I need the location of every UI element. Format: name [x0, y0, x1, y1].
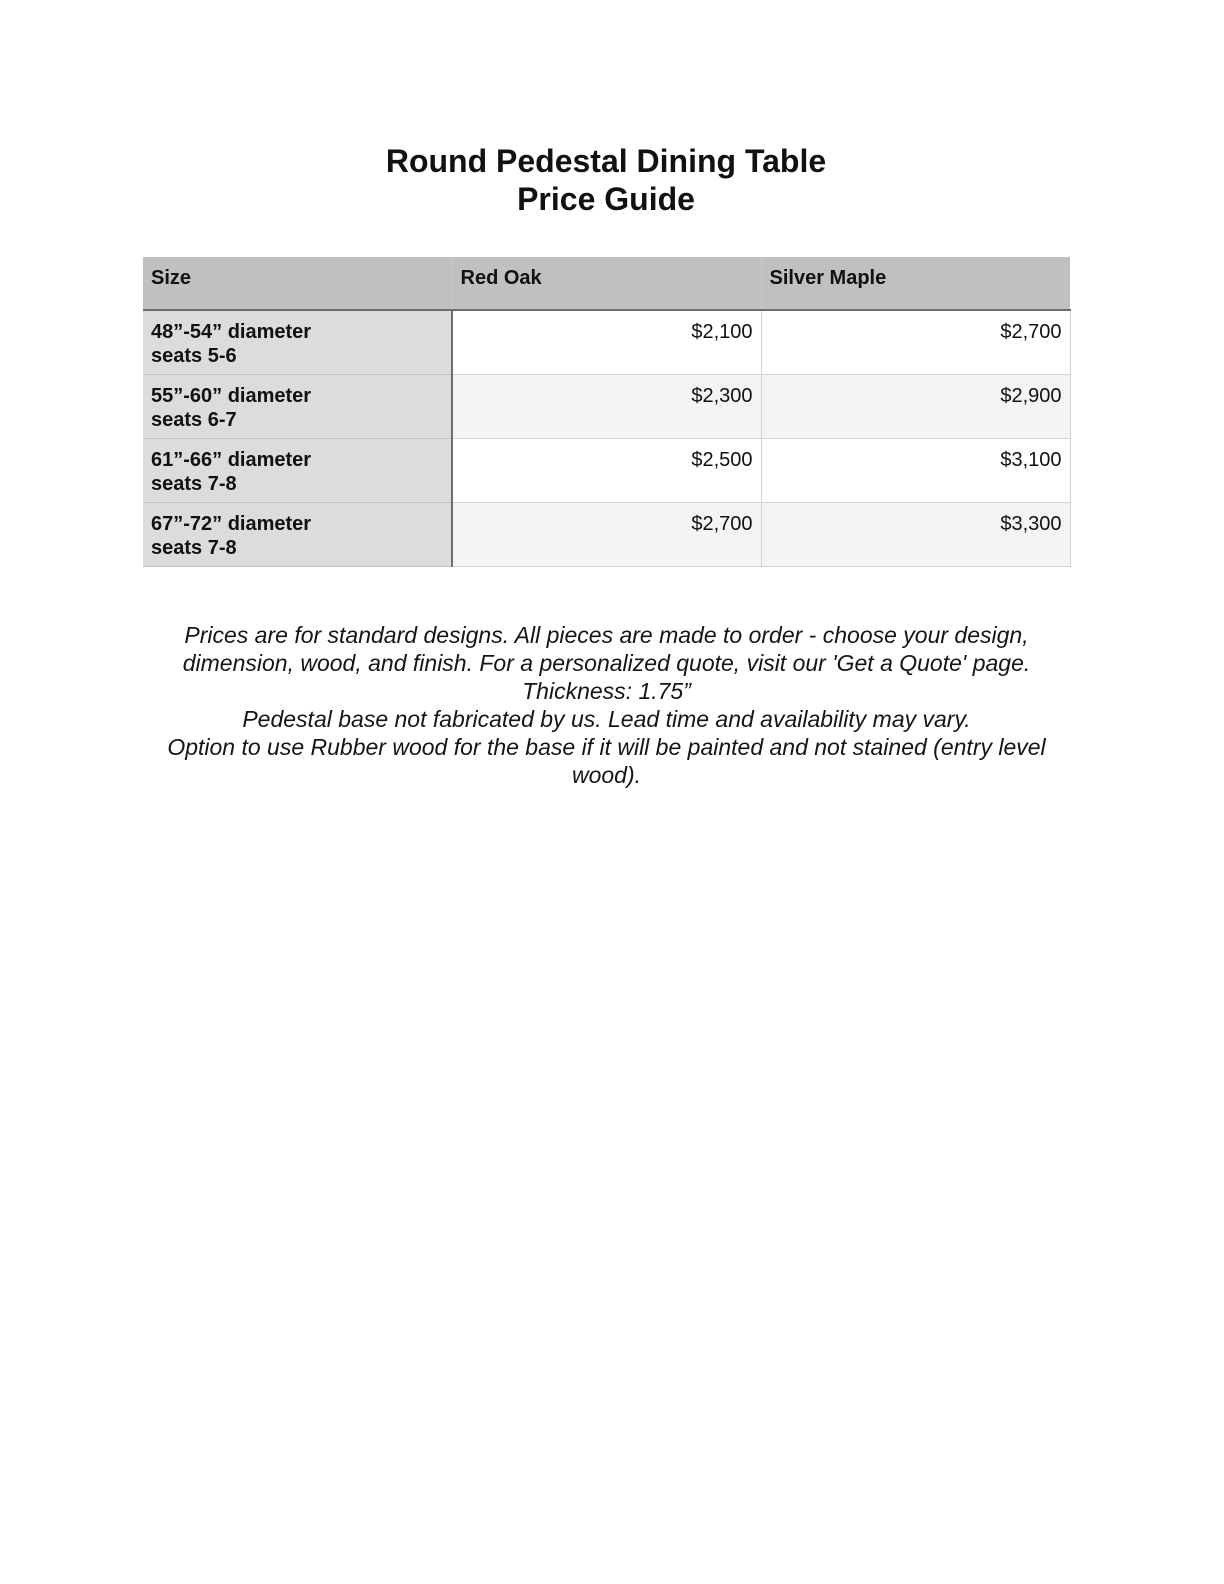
note-thickness: Thickness: 1.75” [522, 678, 691, 704]
red-oak-price: $2,100 [452, 310, 761, 374]
size-seats: seats 6-7 [151, 408, 237, 431]
size-diameter: 67”-72” diameter [151, 512, 312, 535]
red-oak-price: $2,500 [452, 438, 761, 502]
silver-maple-price: $3,100 [761, 438, 1070, 502]
table-row [143, 310, 1070, 374]
price-table-header [143, 257, 1070, 310]
size-cell [143, 438, 452, 502]
title-line-1: Round Pedestal Dining Table [385, 143, 827, 179]
column-header-red-oak: Red Oak [452, 257, 761, 310]
size-cell [143, 502, 452, 566]
price-table-body [143, 310, 1070, 566]
red-oak-price: $2,700 [452, 502, 761, 566]
size-seats: seats 7-8 [151, 536, 237, 559]
size-diameter: 61”-66” diameter [151, 448, 312, 471]
price-table [143, 257, 1071, 567]
silver-maple-price: $2,700 [761, 310, 1070, 374]
size-seats: seats 7-8 [151, 472, 237, 495]
page-title [0, 142, 1212, 218]
note-pedestal: Pedestal base not fabricated by us. Lead time and availability may vary. [242, 706, 971, 732]
silver-maple-price: $2,900 [761, 374, 1070, 438]
size-seats: seats 5-6 [151, 345, 237, 367]
size-diameter: 48”-54” diameter [151, 321, 312, 343]
size-cell [143, 310, 452, 374]
note-pricing: Prices are for standard designs. All pieces are made to order - choose your design, dimension, wood, and finish. For a personalized quote, visit our 'Get a Quote' page. [182, 622, 1031, 676]
table-row [143, 438, 1070, 502]
column-header-size: Size [143, 257, 452, 310]
column-header-silver-maple: Silver Maple [761, 257, 1070, 310]
note-rubber-wood: Option to use Rubber wood for the base if it will be painted and not stained (entry level wood). [167, 734, 1046, 788]
table-row [143, 502, 1070, 566]
table-row [143, 374, 1070, 438]
size-diameter: 55”-60” diameter [151, 384, 312, 407]
red-oak-price: $2,300 [452, 374, 761, 438]
title-line-2: Price Guide [517, 181, 695, 217]
size-cell [143, 374, 452, 438]
silver-maple-price: $3,300 [761, 502, 1070, 566]
notes [143, 621, 1070, 789]
header-row [143, 257, 1070, 310]
